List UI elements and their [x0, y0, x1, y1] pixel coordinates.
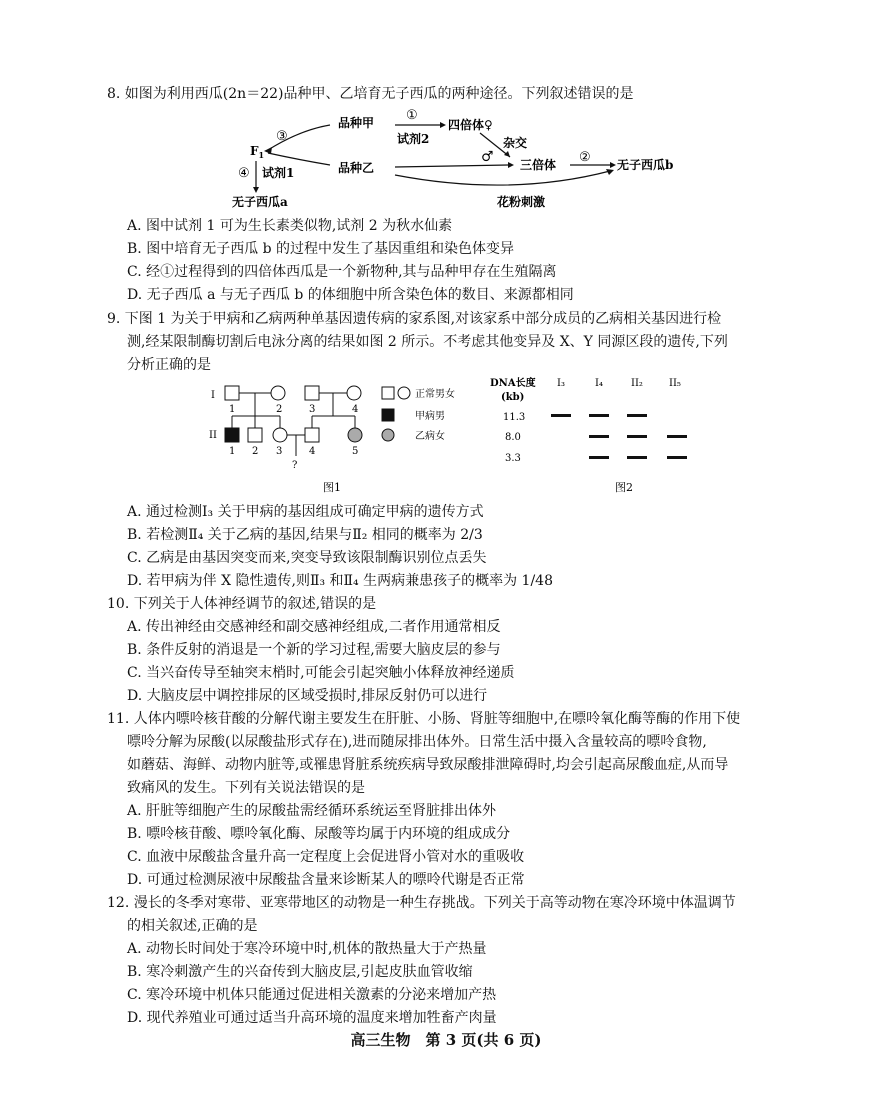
q11-stem-line2: 嘌呤分解为尿酸(以尿酸盐形式存在),进而随尿排出体外。日常生活中摄入含量较高的嘌呤食物,: [127, 734, 707, 750]
step4-label: ④: [238, 166, 250, 181]
q8-option-d: D. 无子西瓜 a 与无子西瓜 b 的体细胞中所含染色体的数目、来源都相同: [127, 287, 574, 303]
gen2-label: II: [209, 430, 217, 441]
q12-stem-line2: 的相关叙述,正确的是: [127, 918, 258, 934]
band-i4-3-3: [589, 456, 609, 459]
q11-option-b: B. 嘌呤核苷酸、嘌呤氧化酶、尿酸等均属于内环境的组成成分: [127, 826, 511, 842]
arrow-b-to-f1: [268, 153, 330, 165]
gel-header: DNA长度: [490, 378, 536, 389]
band-ii2-8-0: [627, 435, 647, 438]
svg-text:4: 4: [352, 404, 359, 415]
unknown-child: ?: [292, 460, 298, 471]
pollen-arrow: [395, 171, 610, 185]
q9-option-c: C. 乙病是由基因突变而来,突变导致该限制酶识别位点丢失: [127, 550, 487, 566]
pollen-label: 花粉刺激: [497, 195, 546, 209]
figure2-caption: 图2: [615, 481, 633, 494]
size-11-3: 11.3: [503, 412, 526, 423]
q11-stem-line4: 致痛风的发生。下列有关说法错误的是: [127, 780, 365, 796]
q9-option-b: B. 若检测Ⅱ₄ 关于乙病的基因,结果与Ⅱ₂ 相同的概率为 2/3: [127, 527, 483, 543]
q10-option-a: A. 传出神经由交感神经和副交感神经组成,二者作用通常相反: [127, 619, 501, 635]
figure1-caption: 图1: [323, 481, 341, 494]
q9-option-a: A. 通过检测Ⅰ₃ 关于甲病的基因组成可确定甲病的遗传方式: [127, 504, 484, 520]
svg-text:1: 1: [229, 446, 236, 457]
variety-a-label: 品种甲: [338, 116, 375, 130]
tetraploid-label: 四倍体♀: [448, 118, 493, 132]
legend-normal: 正常男女: [415, 389, 455, 400]
q10-option-c: C. 当兴奋传导至轴突末梢时,可能会引起突触小体释放神经递质: [127, 665, 515, 681]
q8-option-c: C. 经①过程得到的四倍体西瓜是一个新物种,其与品种甲存在生殖隔离: [127, 264, 557, 280]
q8-option-a: A. 图中试剂 1 可为生长素类似物,试剂 2 为秋水仙素: [127, 218, 453, 234]
lane-ii5: II₅: [669, 378, 681, 389]
seedless-a-label: 无子西瓜a: [232, 195, 288, 209]
band-ii2-11-3: [627, 414, 647, 417]
gen1-label: I: [211, 390, 215, 401]
lane-i4: I₄: [595, 378, 603, 389]
q8-option-b: B. 图中培育无子西瓜 b 的过程中发生了基因重组和染色体变异: [127, 241, 515, 257]
seedless-b-label: 无子西瓜b: [617, 158, 674, 172]
q11-option-d: D. 可通过检测尿液中尿酸盐含量来诊断某人的嘌呤代谢是否正常: [127, 872, 525, 888]
cross-label: 杂交: [503, 136, 528, 150]
band-ii5-8-0: [667, 435, 687, 438]
size-3-3: 3.3: [505, 453, 521, 464]
q12-option-d: D. 现代养殖业可通过适当升高环境的温度来增加牲畜产肉量: [127, 1010, 497, 1026]
q11-stem-line1: 11. 人体内嘌呤核苷酸的分解代谢主要发生在肝脏、小肠、肾脏等细胞中,在嘌呤氧化酶等酶的作用下使: [107, 711, 741, 727]
band-i4-11-3: [589, 414, 609, 417]
f1-label: $F_1$: [250, 144, 265, 160]
legend-disease-b: 乙病女: [415, 431, 445, 442]
svg-text:2: 2: [252, 446, 259, 457]
svg-text:3: 3: [309, 404, 316, 415]
step3-label: ③: [276, 129, 288, 144]
svg-text:2: 2: [276, 404, 283, 415]
reagent2-label: 试剂2: [397, 132, 430, 146]
q9-stem-line1: 9. 下图 1 为关于甲病和乙病两种单基因遗传病的家系图,对该家系中部分成员的乙病相关基因进行检: [107, 311, 722, 327]
svg-text:3: 3: [276, 446, 283, 457]
band-i3-11-3: [551, 414, 571, 417]
gel-electrophoresis: [485, 372, 705, 497]
q8-diagram: [0, 105, 892, 220]
page-footer: 高三生物 第 3 页(共 6 页): [350, 1031, 542, 1049]
q11-option-c: C. 血液中尿酸盐含量升高一定程度上会促进肾小管对水的重吸收: [127, 849, 525, 865]
lane-ii2: II₂: [631, 378, 643, 389]
q12-option-a: A. 动物长时间处于寒冷环境中时,机体的散热量大于产热量: [127, 941, 487, 957]
q9-option-d: D. 若甲病为伴 X 隐性遗传,则Ⅱ₃ 和Ⅱ₄ 生两病兼患孩子的概率为 1/48: [127, 573, 553, 589]
variety-b-label: 品种乙: [338, 161, 375, 175]
q9-stem-line2: 测,经某限制酶切割后电泳分离的结果如图 2 所示。不考虑其他变异及 X、Y 同源区段的遗传,下列: [127, 334, 728, 350]
svg-text:4: 4: [309, 446, 316, 457]
q11-stem-line3: 如蘑菇、海鲜、动物内脏等,或罹患肾脏系统疾病导致尿酸排泄障碍时,均会引起高尿酸血症,从而导: [127, 757, 729, 773]
legend-disease-a: 甲病男: [415, 411, 445, 422]
band-i4-8-0: [589, 435, 609, 438]
gel-unit: (kb): [501, 392, 525, 403]
q12-stem-line1: 12. 漫长的冬季对寒带、亚寒带地区的动物是一种生存挑战。下列关于高等动物在寒冷环境中体温调节: [107, 895, 736, 911]
triploid-label: 三倍体: [520, 158, 557, 172]
q12-option-c: C. 寒冷环境中机体只能通过促进相关激素的分泌来增加产热: [127, 987, 497, 1003]
svg-text:1: 1: [229, 404, 236, 415]
q8-stem: 8. 如图为利用西瓜(2n＝22)品种甲、乙培育无子西瓜的两种途径。下列叙述错误的是: [107, 86, 634, 102]
step2-label: ②: [579, 150, 591, 165]
reagent1-label: 试剂1: [262, 166, 295, 180]
size-8-0: 8.0: [505, 432, 521, 443]
male-symbol: ♂: [481, 149, 494, 165]
lane-i3: I₃: [557, 378, 565, 389]
q11-option-a: A. 肝脏等细胞产生的尿酸盐需经循环系统运至肾脏排出体外: [127, 803, 497, 819]
q10-stem: 10. 下列关于人体神经调节的叙述,错误的是: [107, 596, 377, 612]
svg-text:5: 5: [352, 446, 359, 457]
band-ii5-3-3: [667, 456, 687, 459]
band-ii2-3-3: [627, 456, 647, 459]
q10-option-b: B. 条件反射的消退是一个新的学习过程,需要大脑皮层的参与: [127, 642, 501, 658]
step1-label: ①: [406, 108, 418, 123]
q12-option-b: B. 寒冷刺激产生的兴奋传到大脑皮层,引起皮肤血管收缩: [127, 964, 473, 980]
q10-option-d: D. 大脑皮层中调控排尿的区域受损时,排尿反射仍可以进行: [127, 688, 488, 704]
q9-stem-line3: 分析正确的是: [127, 357, 211, 373]
